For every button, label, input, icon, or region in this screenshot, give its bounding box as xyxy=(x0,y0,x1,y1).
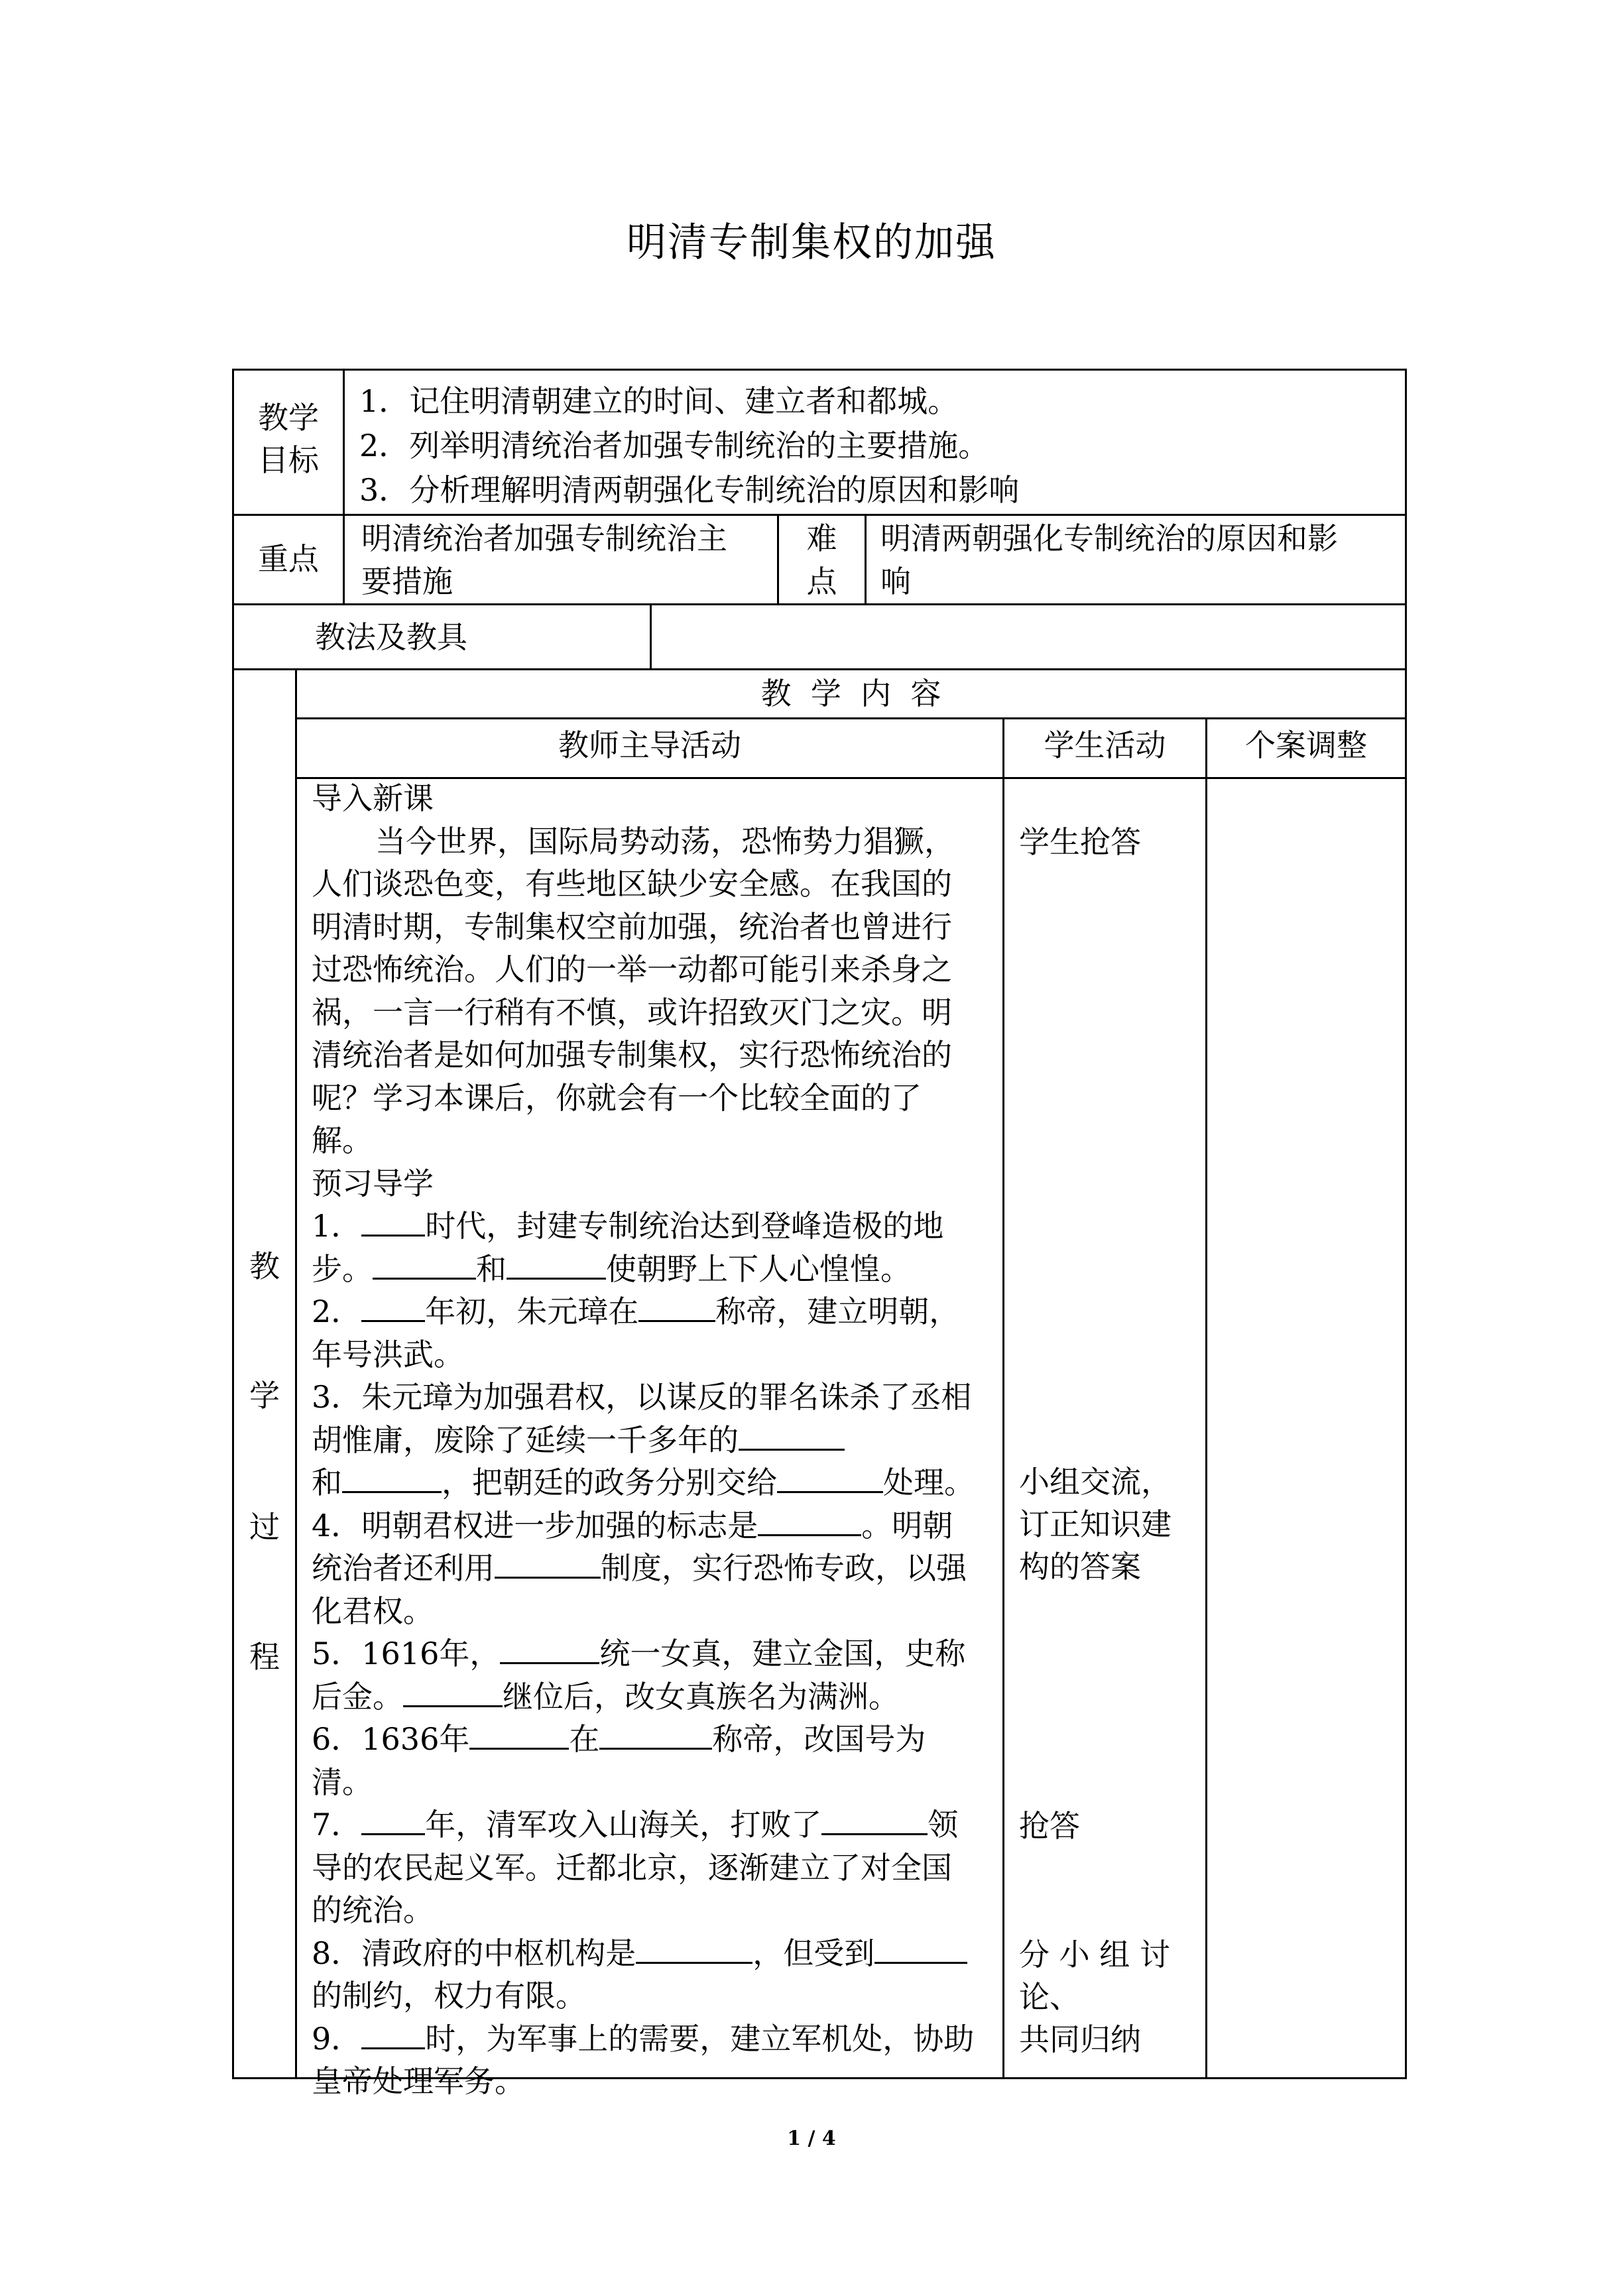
objective-item: 2．列举明清统治者加强专制统治的主要措施。 xyxy=(359,428,989,463)
col-header-adjust: 个案调整 xyxy=(1245,727,1367,763)
keypoint-text: 明清统治者加强专制统治主 要措施 xyxy=(361,520,727,599)
process-label-char: 学 xyxy=(249,1378,280,1414)
question-1: 1． 时代，封建专制统治达到登峰造极的地步。 和 使朝野上下人心惶惶。 xyxy=(312,1208,944,1287)
question-7: 7． 年，清军攻入山海关，打败了 领导的农民起义军。迁都北京，逐渐建立了对全国的统治。 xyxy=(312,1807,959,1928)
keypoint-label: 重点 xyxy=(258,541,319,577)
teacher-activity xyxy=(312,777,981,2103)
methods-label: 教法及教具 xyxy=(315,619,467,655)
student-activity-2: 小组交流， 订正知识建 构的答案 xyxy=(1019,1464,1172,1585)
student-activity-3: 抢答 xyxy=(1019,1808,1080,1844)
question-6: 6．1636年 在 称帝，改国号为清。 xyxy=(312,1721,926,1800)
page-number: 1 / 4 xyxy=(787,2127,836,2150)
student-activity-1: 学生抢答 xyxy=(1019,824,1141,860)
question-3: 3．朱元璋为加强君权，以谋反的罪名诛杀了丞相胡惟庸，废除了延续一千多年的 和 ，把朝廷的政务分别交给 处理。 xyxy=(312,1379,975,1500)
objective-item: 3．分析理解明清两朝强化专制统治的原因和影响 xyxy=(359,472,1020,508)
process-label-char: 程 xyxy=(249,1639,280,1675)
objectives-label: 教学 目标 xyxy=(258,400,319,478)
question-8: 8．清政府的中枢机构是 ，但受到的制约，权力有限。 xyxy=(312,1932,981,2018)
process-label-char: 教 xyxy=(249,1248,280,1284)
question-2: 2． 年初，朱元璋在 称帝，建立明朝，年号洪武。 xyxy=(312,1294,960,1372)
question-4: 4．明朝君权进一步加强的标志是 。明朝统治者还利用 制度，实行恐怖专政，以强化君权。 xyxy=(312,1507,967,1629)
col-header-student: 学生活动 xyxy=(1044,727,1166,763)
process-label-char: 过 xyxy=(249,1509,280,1545)
difficulty-text: 明清两朝强化专制统治的原因和影 响 xyxy=(880,520,1338,599)
intro-heading: 导入新课 xyxy=(312,780,434,816)
difficulty-label: 难 点 xyxy=(806,520,837,599)
preview-heading: 预习导学 xyxy=(312,1165,434,1201)
question-9: 9． 时，为军事上的需要，建立军机处，协助皇帝处理军务。 xyxy=(312,2020,975,2099)
page-title: 明清专制集权的加强 xyxy=(627,219,996,266)
question-5: 5．1616年， 统一女真，建立金国，史称后金。 继位后，改女真族名为满洲。 xyxy=(312,1636,966,1715)
objectives-list xyxy=(359,379,1019,513)
content-header: 教 学 内 容 xyxy=(760,676,941,711)
intro-text: 当今世界，国际局势动荡，恐怖势力猖獗，人们谈恐色变，有些地区缺少安全感。在我国的明清时期，专制集权空前加强，统治者也曾进行过恐怖统治。人们的一举一动都可能引来杀身之祸，一言一行稍有不慎，或许招致灭门之灾。明清统治者是如何加强专制集权，实行恐怖统治的呢？学习本课后，你就会有一个比较全面的了解。 xyxy=(312,823,955,1158)
objective-item: 1．记住明清朝建立的时间、建立者和都城。 xyxy=(359,383,959,419)
student-activity-4: 分 小 组 讨 论、 共同归纳 xyxy=(1019,1937,1170,2057)
col-header-teacher: 教师主导活动 xyxy=(558,727,741,763)
